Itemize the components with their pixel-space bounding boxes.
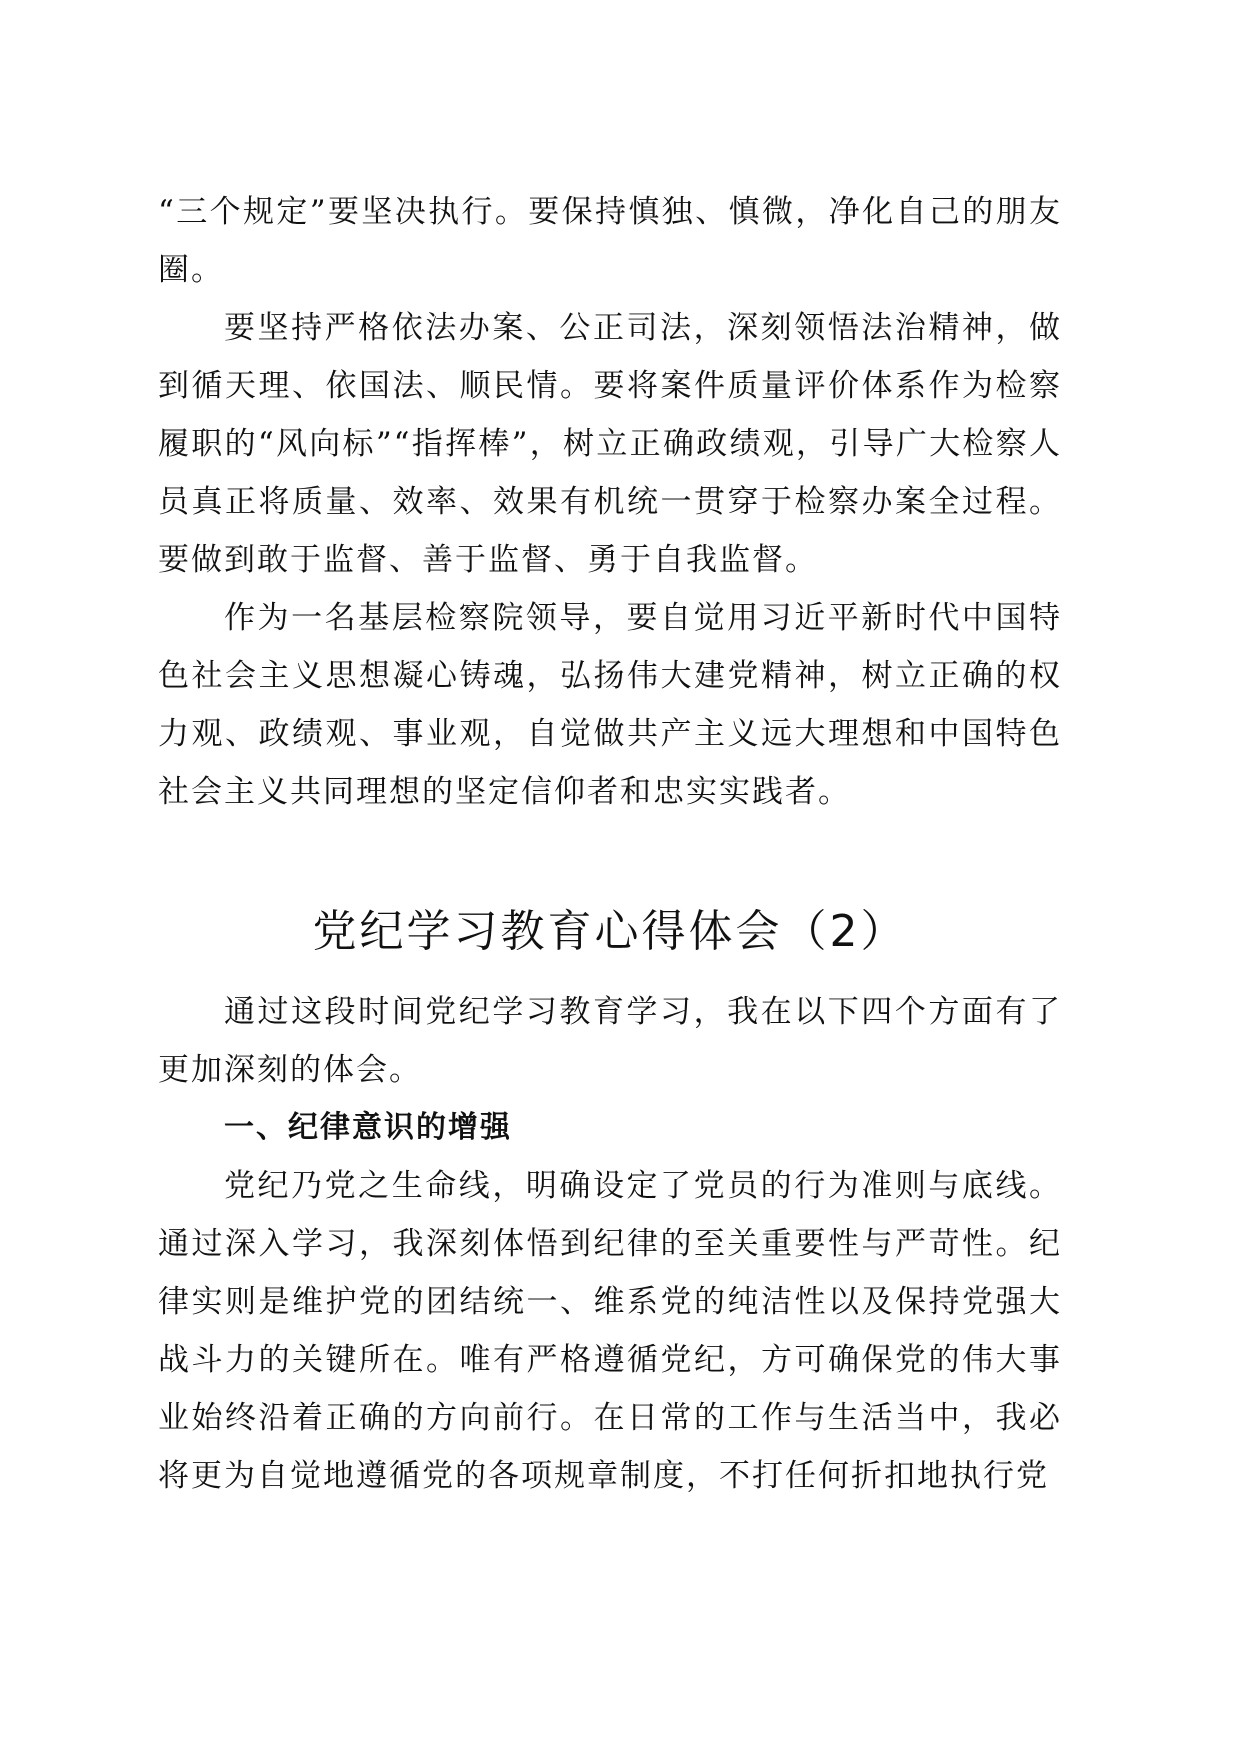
document-title: 党纪学习教育心得体会（2）	[312, 906, 908, 957]
document-body	[158, 183, 1062, 1505]
section-heading: 一、纪律意识的增强	[224, 1110, 512, 1145]
paragraph-leader-responsibility: 作为一名基层检察院领导，要自觉用习近平新时代中国特色社会主义思想凝心铸魂，弘扬伟大建党精神，树立正确的权力观、政绩观、事业观，自觉做共产主义远大理想和中国特色社会主义共同理想的坚定信仰者和忠实实践者。	[158, 600, 1062, 810]
paragraph-continued: “三个规定”要坚决执行。要保持慎独、慎微，净化自己的朋友圈。	[158, 194, 1062, 288]
paragraph-section-body: 党纪乃党之生命线，明确设定了党员的行为准则与底线。通过深入学习，我深刻体悟到纪律的至关重要性与严苛性。纪律实则是维护党的团结统一、维系党的纯洁性以及保持党强大战斗力的关键所在。唯有严格遵循党纪，方可确保党的伟大事业始终沿着正确的方向前行。在日常的工作与生活当中，我必将更为自觉地遵循党的各项规章制度，不打任何折扣地执行党	[158, 1168, 1062, 1494]
paragraph-legal-practice: 要坚持严格依法办案、公正司法，深刻领悟法治精神，做到循天理、依国法、顺民情。要将案件质量评价体系作为检察履职的“风向标”“指挥棒”，树立正确政绩观，引导广大检察人员真正将质量、效率、效果有机统一贯穿于检察办案全过程。要做到敢于监督、善于监督、勇于自我监督。	[158, 310, 1062, 578]
paragraph-intro: 通过这段时间党纪学习教育学习，我在以下四个方面有了更加深刻的体会。	[158, 994, 1062, 1088]
